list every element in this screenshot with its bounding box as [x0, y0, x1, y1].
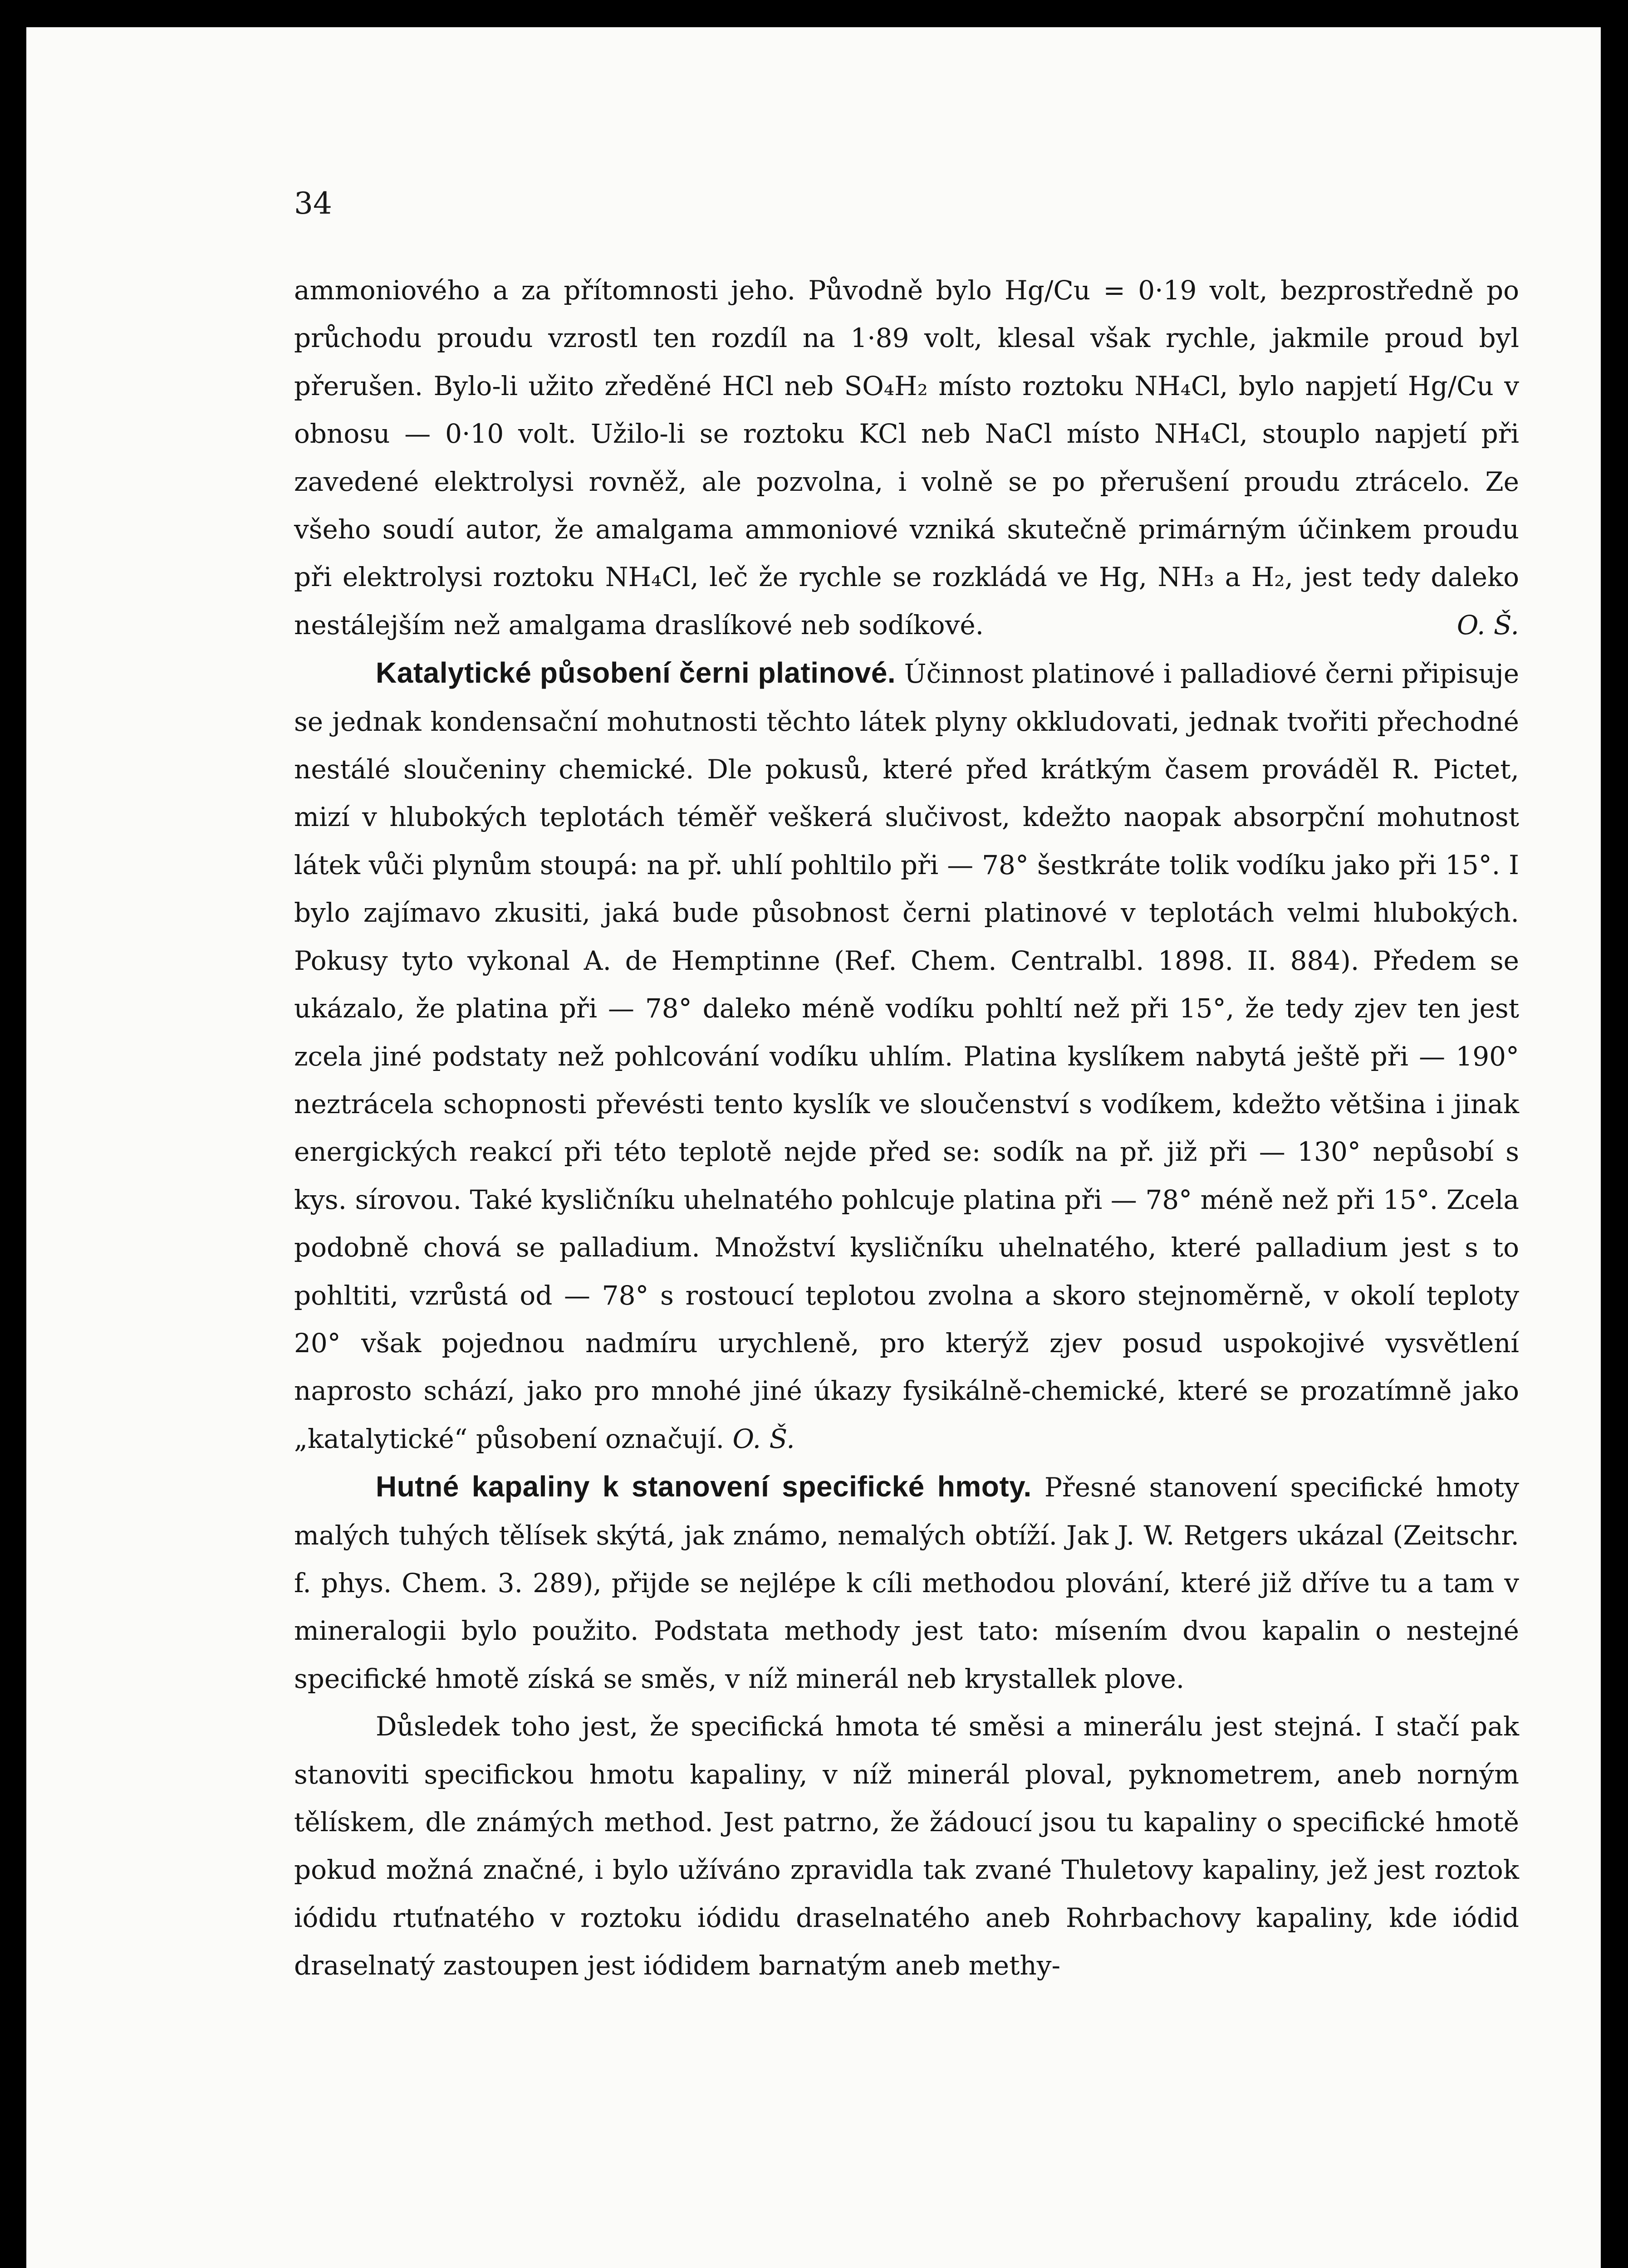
- book-page: [26, 27, 1601, 2268]
- section-text: Účinnost platinové i palladiové černi připisuje se jednak kondensační mohutnosti těchto látek plyny okkludovati, jednak tvořiti přechodné nestálé sloučeniny chemické. Dle pokusů, které před krátkým časem prováděl R. Pictet, mizí v hlubokých teplotách téměř veškerá slučivost, kdežto naopak absorpční mohutnost látek vůči plynům stoupá: na př. uhlí pohltilo při — 78° šestkráte tolik vodíku jako při 15°. I bylo zajímavo zkusiti, jaká bude působnost černi platinové v teplotách velmi hlubokých. Pokusy tyto vykonal A. de Hemptinne (Ref. Chem. Centralbl. 1898. II. 884). Předem se ukázalo, že platina při — 78° daleko méně vodíku pohltí než při 15°, že tedy zjev ten jest zcela jiné podstaty než pohlcování vodíku uhlím. Platina kyslíkem nabytá ještě při — 190° neztrácela schopnosti převésti tento kyslík ve sloučenství s vodíkem, kdežto většina i jinak energických reakcí při této teplotě nejde před se: sodík na př. již při — 130° nepůsobí s kys. sírovou. Také kysličníku uhelnatého pohlcuje platina při — 78° méně než při 15°. Zcela podobně chová se palladium. Množství kysličníku uhelnatého, které palladium jest s to pohltiti, vzrůstá od — 78° s rostoucí teplotou zvolna a skoro stejnoměrně, v okolí teploty 20° však pojednou nadmíru urychleně, pro kterýž zjev posud uspokojivé vysvětlení naprosto schází, jako pro mnohé jiné úkazy fysikálně-chemické, které se prozatímně jako „katalytické“ působení označují.: [294, 658, 1520, 1454]
- author-signature: O. Š.: [1456, 609, 1519, 640]
- paragraph-ammonium-amalgam: [294, 267, 1519, 649]
- section-heading: Katalytické působení černi platinové.: [376, 656, 896, 689]
- page-number: 34: [294, 186, 332, 221]
- section-dense-liquids: [294, 1463, 1519, 1703]
- author-signature: O. Š.: [732, 1423, 795, 1454]
- paragraph-text: ammoniového a za přítomnosti jeho. Původně bylo Hg/Cu = 0·19 volt, bezprostředně po průchodu proudu vzrostl ten rozdíl na 1·89 volt, klesal však rychle, jakmile proud byl přerušen. Bylo-li užito zředěné HCl neb SO₄H₂ místo roztoku NH₄Cl, bylo napjetí Hg/Cu v obnosu — 0·10 volt. Užilo-li se roztoku KCl neb NaCl místo NH₄Cl, stouplo napjetí při zavedené elektrolysi rovněž, ale pozvolna, i volně se po přerušení proudu ztrácelo. Ze všeho soudí autor, že amalgama ammoniové vzniká skutečně primárným účinkem proudu při elektrolysi roztoku NH₄Cl, leč že rychle se rozkládá ve Hg, NH₃ a H₂, jest tedy daleko nestálejším než amalgama draslíkové neb sodíkové.: [294, 275, 1519, 640]
- article-body: [294, 267, 1519, 1990]
- paragraph-text: Důsledek toho jest, že specifická hmota té směsi a minerálu jest stejná. I stačí pak stanoviti specifickou hmotu kapaliny, v níž minerál ploval, pyknometrem, aneb norným tělískem, dle známých method. Jest patrno, že žádoucí jsou tu kapaliny o specifické hmotě pokud možná značné, i bylo užíváno zpravidla tak zvané Thuletovy kapaliny, jež jest roztok iódidu rtuťnatého v roztoku iódidu draselnatého aneb Rohrbachovy kapaliny, kde iódid draselnatý zastoupen jest iódidem barnatým aneb methy-: [294, 1711, 1519, 1981]
- paragraph-consequence: [294, 1703, 1519, 1989]
- section-catalytic-platinum: [294, 649, 1519, 1463]
- section-text: Přesné stanovení specifické hmoty malých tuhých tělísek skýtá, jak známo, nemalých obtíží. Jak J. W. Retgers ukázal (Zeitschr. f. phys. Chem. 3. 289), přijde se nejlépe k cíli methodou plování, které již dříve tu a tam v mineralogii bylo použito. Podstata methody jest tato: mísením dvou kapalin o nestejné specifické hmotě získá se směs, v níž minerál neb krystallek plove.: [294, 1472, 1519, 1694]
- section-heading: Hutné kapaliny k stanovení specifické hmoty.: [376, 1470, 1032, 1503]
